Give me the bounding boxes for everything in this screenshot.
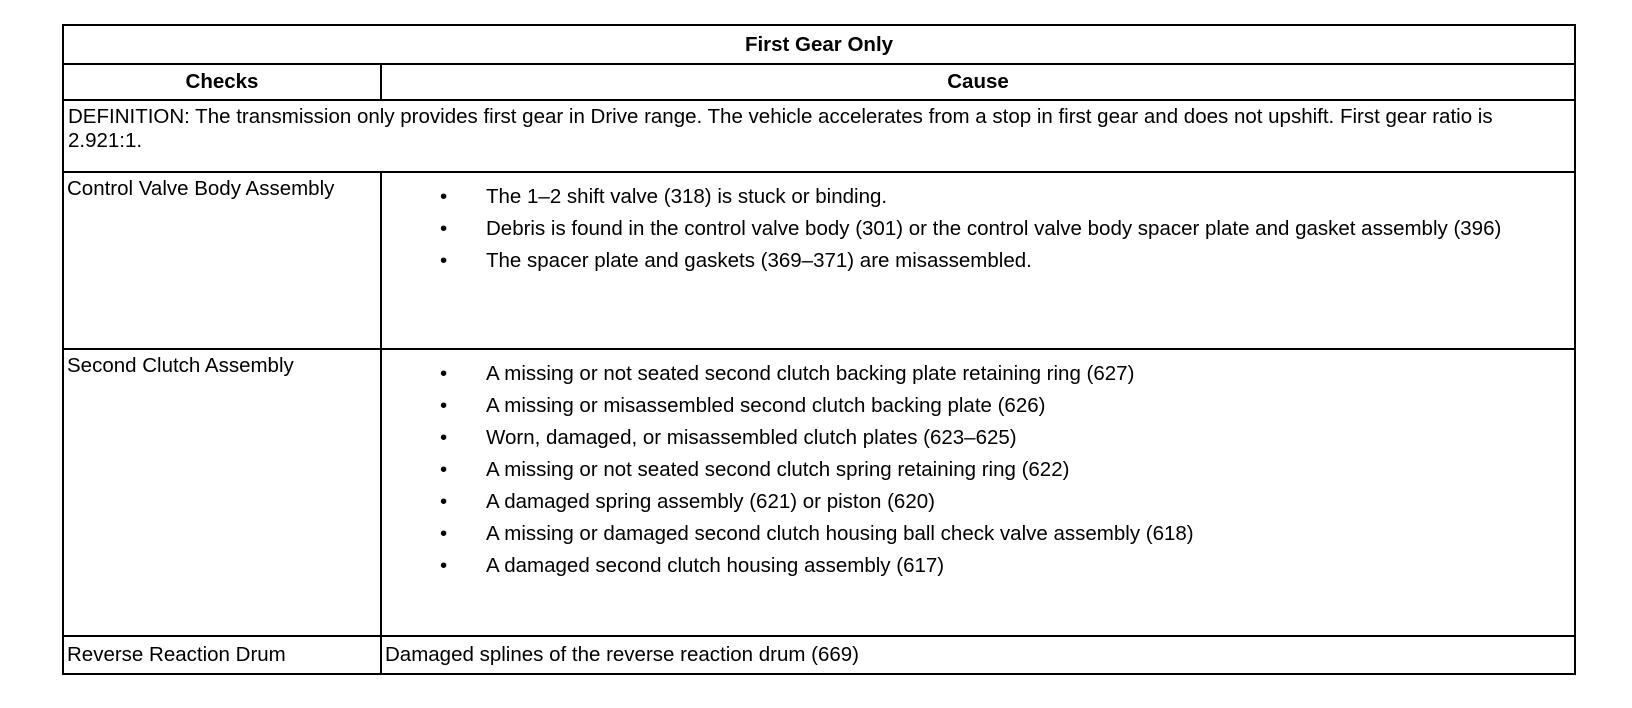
cause-text: A missing or not seated second clutch spring retaining ring (622): [486, 458, 1070, 481]
bullet-icon: •: [440, 490, 448, 513]
list-item: [382, 249, 1574, 273]
list-item: [382, 490, 1574, 514]
cause-cell: [381, 349, 1575, 636]
cause-text: The spacer plate and gaskets (369–371) are misassembled.: [486, 249, 1032, 272]
list-item: [382, 185, 1574, 209]
bullet-icon: •: [440, 185, 448, 208]
list-item: [382, 554, 1574, 578]
cause-text: A missing or not seated second clutch backing plate retaining ring (627): [486, 362, 1135, 385]
cause-cell: Damaged splines of the reverse reaction drum (669): [381, 636, 1575, 674]
check-cell: Control Valve Body Assembly: [63, 172, 381, 349]
list-item: [382, 458, 1574, 482]
cause-list: [382, 173, 1574, 273]
definition-row: [63, 100, 1575, 172]
list-item: [382, 522, 1574, 546]
cause-text: A damaged second clutch housing assembly (617): [486, 554, 945, 577]
bullet-icon: •: [440, 458, 448, 481]
header-cause: Cause: [381, 64, 1575, 100]
table-row: [63, 172, 1575, 349]
bullet-icon: •: [440, 362, 448, 385]
table-header-row: [63, 64, 1575, 100]
list-item: [382, 362, 1574, 386]
bullet-icon: •: [440, 554, 448, 577]
cause-cell: [381, 172, 1575, 349]
header-checks: Checks: [63, 64, 381, 100]
table-title-row: [63, 25, 1575, 64]
definition-text: DEFINITION: The transmission only provides first gear in Drive range. The vehicle accelerates from a stop in first gear and does not upshift. First gear ratio is 2.921:1.: [63, 100, 1575, 172]
bullet-icon: •: [440, 426, 448, 449]
cause-text: Worn, damaged, or misassembled clutch plates (623–625): [486, 426, 1017, 449]
list-item: [382, 426, 1574, 450]
cause-text: The 1–2 shift valve (318) is stuck or binding.: [486, 185, 888, 208]
bullet-icon: •: [440, 249, 448, 272]
cause-text: A missing or misassembled second clutch backing plate (626): [486, 394, 1046, 417]
table-title: First Gear Only: [63, 25, 1575, 64]
bullet-icon: •: [440, 394, 448, 417]
check-cell: Reverse Reaction Drum: [63, 636, 381, 674]
list-item: [382, 217, 1574, 241]
first-gear-only-table: [62, 24, 1576, 675]
check-cell: Second Clutch Assembly: [63, 349, 381, 636]
cause-text: Debris is found in the control valve body (301) or the control valve body spacer plate and gasket assembly (396): [486, 217, 1502, 240]
cause-text: A missing or damaged second clutch housing ball check valve assembly (618): [486, 522, 1194, 545]
cause-list: [382, 350, 1574, 578]
table-row: [63, 636, 1575, 674]
list-item: [382, 394, 1574, 418]
cause-text: A damaged spring assembly (621) or piston (620): [486, 490, 935, 513]
bullet-icon: •: [440, 217, 448, 240]
bullet-icon: •: [440, 522, 448, 545]
table-row: [63, 349, 1575, 636]
